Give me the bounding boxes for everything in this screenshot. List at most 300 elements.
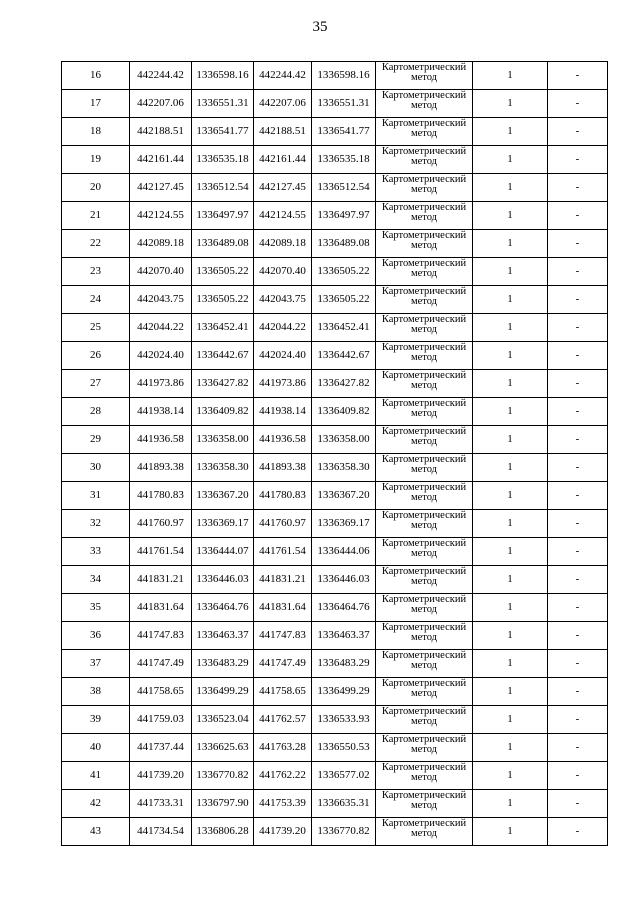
method-line-2: метод	[410, 352, 438, 363]
y-new-cell: 1336541.77	[312, 118, 376, 146]
method-line-1: Картометрический	[381, 370, 467, 381]
x-old-cell: 441733.31	[130, 790, 192, 818]
x-new-cell: 441747.49	[254, 650, 312, 678]
x-new-cell: 441831.64	[254, 594, 312, 622]
x-old-cell: 442124.55	[130, 202, 192, 230]
method-line-1: Картометрический	[381, 62, 467, 73]
x-new-cell: 442089.18	[254, 230, 312, 258]
y-new-cell: 1336770.82	[312, 818, 376, 846]
method-line-2: метод	[410, 604, 438, 615]
precision-cell: 1	[473, 398, 548, 426]
description-cell: -	[548, 286, 608, 314]
method-line-2: метод	[410, 632, 438, 643]
x-new-cell: 441831.21	[254, 566, 312, 594]
method-line-2: метод	[410, 464, 438, 475]
precision-cell: 1	[473, 286, 548, 314]
description-cell: -	[548, 706, 608, 734]
point-number-cell: 36	[62, 622, 130, 650]
y-old-cell: 1336505.22	[192, 258, 254, 286]
method-line-2: метод	[410, 772, 438, 783]
y-old-cell: 1336427.82	[192, 370, 254, 398]
table-row	[62, 90, 608, 118]
point-number-cell: 40	[62, 734, 130, 762]
y-old-cell: 1336446.03	[192, 566, 254, 594]
method-cell	[376, 426, 473, 454]
description-cell: -	[548, 174, 608, 202]
method-cell	[376, 510, 473, 538]
point-number-cell: 35	[62, 594, 130, 622]
method-line-1: Картометрический	[381, 678, 467, 689]
x-old-cell: 442207.06	[130, 90, 192, 118]
x-old-cell: 441831.21	[130, 566, 192, 594]
y-old-cell: 1336598.16	[192, 62, 254, 90]
y-new-cell: 1336505.22	[312, 286, 376, 314]
method-line-2: метод	[410, 800, 438, 811]
table-row	[62, 146, 608, 174]
description-cell: -	[548, 90, 608, 118]
table-row	[62, 174, 608, 202]
method-cell	[376, 706, 473, 734]
x-old-cell: 441831.64	[130, 594, 192, 622]
y-new-cell: 1336409.82	[312, 398, 376, 426]
point-number-cell: 37	[62, 650, 130, 678]
method-line-1: Картометрический	[381, 566, 467, 577]
method-line-1: Картометрический	[381, 90, 467, 101]
method-line-1: Картометрический	[381, 286, 467, 297]
precision-cell: 1	[473, 594, 548, 622]
method-line-1: Картометрический	[381, 510, 467, 521]
table-row	[62, 342, 608, 370]
x-new-cell: 441763.28	[254, 734, 312, 762]
description-cell: -	[548, 482, 608, 510]
y-old-cell: 1336505.22	[192, 286, 254, 314]
method-line-1: Картометрический	[381, 790, 467, 801]
table-row	[62, 594, 608, 622]
precision-cell: 1	[473, 426, 548, 454]
x-new-cell: 441762.22	[254, 762, 312, 790]
precision-cell: 1	[473, 454, 548, 482]
x-new-cell: 441780.83	[254, 482, 312, 510]
method-line-2: метод	[410, 72, 438, 83]
method-cell	[376, 678, 473, 706]
x-old-cell: 441758.65	[130, 678, 192, 706]
point-number-cell: 29	[62, 426, 130, 454]
description-cell: -	[548, 314, 608, 342]
x-old-cell: 441973.86	[130, 370, 192, 398]
method-line-1: Картометрический	[381, 314, 467, 325]
table-row	[62, 426, 608, 454]
method-cell	[376, 202, 473, 230]
point-number-cell: 28	[62, 398, 130, 426]
description-cell: -	[548, 538, 608, 566]
method-line-1: Картометрический	[381, 398, 467, 409]
method-cell	[376, 734, 473, 762]
x-new-cell: 442188.51	[254, 118, 312, 146]
method-line-2: метод	[410, 184, 438, 195]
y-old-cell: 1336499.29	[192, 678, 254, 706]
y-new-cell: 1336505.22	[312, 258, 376, 286]
method-line-2: метод	[410, 380, 438, 391]
x-new-cell: 441747.83	[254, 622, 312, 650]
y-new-cell: 1336358.30	[312, 454, 376, 482]
method-line-2: метод	[410, 492, 438, 503]
table-row	[62, 314, 608, 342]
method-cell	[376, 146, 473, 174]
page-number: 35	[312, 19, 328, 35]
x-new-cell: 442127.45	[254, 174, 312, 202]
y-old-cell: 1336497.97	[192, 202, 254, 230]
method-line-1: Картометрический	[381, 342, 467, 353]
x-old-cell: 441739.20	[130, 762, 192, 790]
point-number-cell: 42	[62, 790, 130, 818]
precision-cell: 1	[473, 342, 548, 370]
precision-cell: 1	[473, 90, 548, 118]
method-line-1: Картометрический	[381, 230, 467, 241]
x-new-cell: 442207.06	[254, 90, 312, 118]
description-cell: -	[548, 678, 608, 706]
description-cell: -	[548, 650, 608, 678]
x-old-cell: 442161.44	[130, 146, 192, 174]
y-new-cell: 1336533.93	[312, 706, 376, 734]
precision-cell: 1	[473, 146, 548, 174]
y-old-cell: 1336367.20	[192, 482, 254, 510]
method-line-1: Картометрический	[381, 202, 467, 213]
point-number-cell: 26	[62, 342, 130, 370]
method-line-2: метод	[410, 156, 438, 167]
x-new-cell: 441936.58	[254, 426, 312, 454]
description-cell: -	[548, 454, 608, 482]
method-cell	[376, 398, 473, 426]
x-old-cell: 442043.75	[130, 286, 192, 314]
table-row	[62, 706, 608, 734]
method-line-2: метод	[410, 240, 438, 251]
point-number-cell: 17	[62, 90, 130, 118]
method-line-1: Картометрический	[381, 454, 467, 465]
y-old-cell: 1336551.31	[192, 90, 254, 118]
precision-cell: 1	[473, 622, 548, 650]
point-number-cell: 34	[62, 566, 130, 594]
description-cell: -	[548, 398, 608, 426]
y-old-cell: 1336409.82	[192, 398, 254, 426]
y-new-cell: 1336512.54	[312, 174, 376, 202]
point-number-cell: 21	[62, 202, 130, 230]
x-new-cell: 441938.14	[254, 398, 312, 426]
method-line-1: Картометрический	[381, 426, 467, 437]
point-number-cell: 23	[62, 258, 130, 286]
method-line-2: метод	[410, 576, 438, 587]
point-number-cell: 30	[62, 454, 130, 482]
point-number-cell: 27	[62, 370, 130, 398]
table-row	[62, 454, 608, 482]
method-line-2: метод	[410, 548, 438, 559]
y-new-cell: 1336442.67	[312, 342, 376, 370]
method-cell	[376, 258, 473, 286]
precision-cell: 1	[473, 482, 548, 510]
method-cell	[376, 118, 473, 146]
method-line-1: Картометрический	[381, 482, 467, 493]
y-new-cell: 1336497.97	[312, 202, 376, 230]
x-new-cell: 442161.44	[254, 146, 312, 174]
y-new-cell: 1336550.53	[312, 734, 376, 762]
y-new-cell: 1336535.18	[312, 146, 376, 174]
point-number-cell: 24	[62, 286, 130, 314]
y-old-cell: 1336463.37	[192, 622, 254, 650]
precision-cell: 1	[473, 678, 548, 706]
method-line-2: метод	[410, 212, 438, 223]
point-number-cell: 33	[62, 538, 130, 566]
precision-cell: 1	[473, 762, 548, 790]
x-old-cell: 442244.42	[130, 62, 192, 90]
table-row	[62, 202, 608, 230]
table-row	[62, 398, 608, 426]
x-old-cell: 442089.18	[130, 230, 192, 258]
method-line-1: Картометрический	[381, 650, 467, 661]
y-new-cell: 1336483.29	[312, 650, 376, 678]
y-new-cell: 1336358.00	[312, 426, 376, 454]
precision-cell: 1	[473, 790, 548, 818]
method-cell	[376, 62, 473, 90]
method-line-1: Картометрический	[381, 174, 467, 185]
y-old-cell: 1336358.00	[192, 426, 254, 454]
description-cell: -	[548, 370, 608, 398]
precision-cell: 1	[473, 650, 548, 678]
description-cell: -	[548, 342, 608, 370]
description-cell: -	[548, 426, 608, 454]
point-number-cell: 20	[62, 174, 130, 202]
table-row	[62, 510, 608, 538]
x-new-cell: 441761.54	[254, 538, 312, 566]
description-cell: -	[548, 762, 608, 790]
x-old-cell: 441734.54	[130, 818, 192, 846]
description-cell: -	[548, 734, 608, 762]
y-new-cell: 1336427.82	[312, 370, 376, 398]
method-line-1: Картометрический	[381, 818, 467, 829]
x-old-cell: 442188.51	[130, 118, 192, 146]
x-new-cell: 442244.42	[254, 62, 312, 90]
y-old-cell: 1336523.04	[192, 706, 254, 734]
description-cell: -	[548, 790, 608, 818]
method-line-1: Картометрический	[381, 594, 467, 605]
precision-cell: 1	[473, 230, 548, 258]
description-cell: -	[548, 230, 608, 258]
x-new-cell: 441739.20	[254, 818, 312, 846]
y-new-cell: 1336444.06	[312, 538, 376, 566]
table-row	[62, 62, 608, 90]
description-cell: -	[548, 258, 608, 286]
method-cell	[376, 174, 473, 202]
precision-cell: 1	[473, 538, 548, 566]
precision-cell: 1	[473, 118, 548, 146]
method-cell	[376, 454, 473, 482]
y-old-cell: 1336442.67	[192, 342, 254, 370]
y-new-cell: 1336577.02	[312, 762, 376, 790]
precision-cell: 1	[473, 258, 548, 286]
y-new-cell: 1336367.20	[312, 482, 376, 510]
method-cell	[376, 790, 473, 818]
table-row	[62, 258, 608, 286]
y-new-cell: 1336635.31	[312, 790, 376, 818]
method-line-2: метод	[410, 324, 438, 335]
y-old-cell: 1336770.82	[192, 762, 254, 790]
method-line-2: метод	[410, 828, 438, 839]
x-new-cell: 442070.40	[254, 258, 312, 286]
x-new-cell: 442043.75	[254, 286, 312, 314]
point-number-cell: 18	[62, 118, 130, 146]
method-cell	[376, 314, 473, 342]
y-old-cell: 1336489.08	[192, 230, 254, 258]
method-line-1: Картометрический	[381, 258, 467, 269]
x-old-cell: 442044.22	[130, 314, 192, 342]
x-old-cell: 441938.14	[130, 398, 192, 426]
method-cell	[376, 482, 473, 510]
precision-cell: 1	[473, 818, 548, 846]
x-old-cell: 441761.54	[130, 538, 192, 566]
method-line-2: метод	[410, 744, 438, 755]
x-new-cell: 442024.40	[254, 342, 312, 370]
x-old-cell: 441760.97	[130, 510, 192, 538]
point-number-cell: 22	[62, 230, 130, 258]
y-new-cell: 1336489.08	[312, 230, 376, 258]
point-number-cell: 16	[62, 62, 130, 90]
x-new-cell: 441758.65	[254, 678, 312, 706]
point-number-cell: 31	[62, 482, 130, 510]
method-line-2: метод	[410, 128, 438, 139]
precision-cell: 1	[473, 62, 548, 90]
description-cell: -	[548, 818, 608, 846]
y-old-cell: 1336806.28	[192, 818, 254, 846]
y-new-cell: 1336499.29	[312, 678, 376, 706]
y-old-cell: 1336535.18	[192, 146, 254, 174]
x-new-cell: 442044.22	[254, 314, 312, 342]
y-old-cell: 1336464.76	[192, 594, 254, 622]
y-old-cell: 1336358.30	[192, 454, 254, 482]
method-line-1: Картометрический	[381, 706, 467, 717]
table-row	[62, 538, 608, 566]
description-cell: -	[548, 118, 608, 146]
x-new-cell: 441760.97	[254, 510, 312, 538]
table-row	[62, 818, 608, 846]
method-line-2: метод	[410, 100, 438, 111]
x-old-cell: 441747.83	[130, 622, 192, 650]
table-row	[62, 622, 608, 650]
method-cell	[376, 90, 473, 118]
y-old-cell: 1336369.17	[192, 510, 254, 538]
method-line-1: Картометрический	[381, 622, 467, 633]
method-cell	[376, 594, 473, 622]
precision-cell: 1	[473, 174, 548, 202]
method-cell	[376, 622, 473, 650]
method-line-2: метод	[410, 268, 438, 279]
table-row	[62, 230, 608, 258]
x-old-cell: 441747.49	[130, 650, 192, 678]
table-row	[62, 566, 608, 594]
x-old-cell: 441893.38	[130, 454, 192, 482]
x-old-cell: 441780.83	[130, 482, 192, 510]
precision-cell: 1	[473, 706, 548, 734]
method-cell	[376, 818, 473, 846]
method-line-2: метод	[410, 520, 438, 531]
method-line-1: Картометрический	[381, 118, 467, 129]
description-cell: -	[548, 566, 608, 594]
table-row	[62, 678, 608, 706]
table-row	[62, 650, 608, 678]
y-old-cell: 1336625.63	[192, 734, 254, 762]
y-old-cell: 1336444.07	[192, 538, 254, 566]
x-new-cell: 441893.38	[254, 454, 312, 482]
precision-cell: 1	[473, 370, 548, 398]
y-old-cell: 1336483.29	[192, 650, 254, 678]
x-old-cell: 441936.58	[130, 426, 192, 454]
description-cell: -	[548, 622, 608, 650]
method-line-2: метод	[410, 716, 438, 727]
table-row	[62, 734, 608, 762]
method-line-2: метод	[410, 688, 438, 699]
precision-cell: 1	[473, 314, 548, 342]
point-number-cell: 38	[62, 678, 130, 706]
description-cell: -	[548, 202, 608, 230]
method-cell	[376, 230, 473, 258]
description-cell: -	[548, 146, 608, 174]
method-cell	[376, 342, 473, 370]
point-number-cell: 32	[62, 510, 130, 538]
point-number-cell: 25	[62, 314, 130, 342]
precision-cell: 1	[473, 734, 548, 762]
x-old-cell: 442070.40	[130, 258, 192, 286]
y-new-cell: 1336463.37	[312, 622, 376, 650]
x-new-cell: 441753.39	[254, 790, 312, 818]
x-old-cell: 442024.40	[130, 342, 192, 370]
method-line-1: Картометрический	[381, 146, 467, 157]
method-line-1: Картометрический	[381, 734, 467, 745]
table-row	[62, 286, 608, 314]
y-old-cell: 1336541.77	[192, 118, 254, 146]
method-cell	[376, 762, 473, 790]
y-new-cell: 1336452.41	[312, 314, 376, 342]
method-line-2: метод	[410, 436, 438, 447]
method-cell	[376, 650, 473, 678]
description-cell: -	[548, 62, 608, 90]
method-cell	[376, 538, 473, 566]
description-cell: -	[548, 510, 608, 538]
table-row	[62, 370, 608, 398]
point-number-cell: 19	[62, 146, 130, 174]
x-old-cell: 441737.44	[130, 734, 192, 762]
method-line-2: метод	[410, 660, 438, 671]
y-old-cell: 1336797.90	[192, 790, 254, 818]
y-old-cell: 1336452.41	[192, 314, 254, 342]
table-row	[62, 482, 608, 510]
x-old-cell: 442127.45	[130, 174, 192, 202]
table-row	[62, 118, 608, 146]
table-row	[62, 790, 608, 818]
method-cell	[376, 566, 473, 594]
coordinates-table	[61, 61, 608, 846]
method-cell	[376, 370, 473, 398]
method-line-1: Картометрический	[381, 762, 467, 773]
description-cell: -	[548, 594, 608, 622]
point-number-cell: 41	[62, 762, 130, 790]
point-number-cell: 39	[62, 706, 130, 734]
x-old-cell: 441759.03	[130, 706, 192, 734]
precision-cell: 1	[473, 510, 548, 538]
y-new-cell: 1336369.17	[312, 510, 376, 538]
y-new-cell: 1336598.16	[312, 62, 376, 90]
method-line-2: метод	[410, 408, 438, 419]
x-new-cell: 442124.55	[254, 202, 312, 230]
table-row	[62, 762, 608, 790]
method-line-1: Картометрический	[381, 538, 467, 549]
y-new-cell: 1336464.76	[312, 594, 376, 622]
